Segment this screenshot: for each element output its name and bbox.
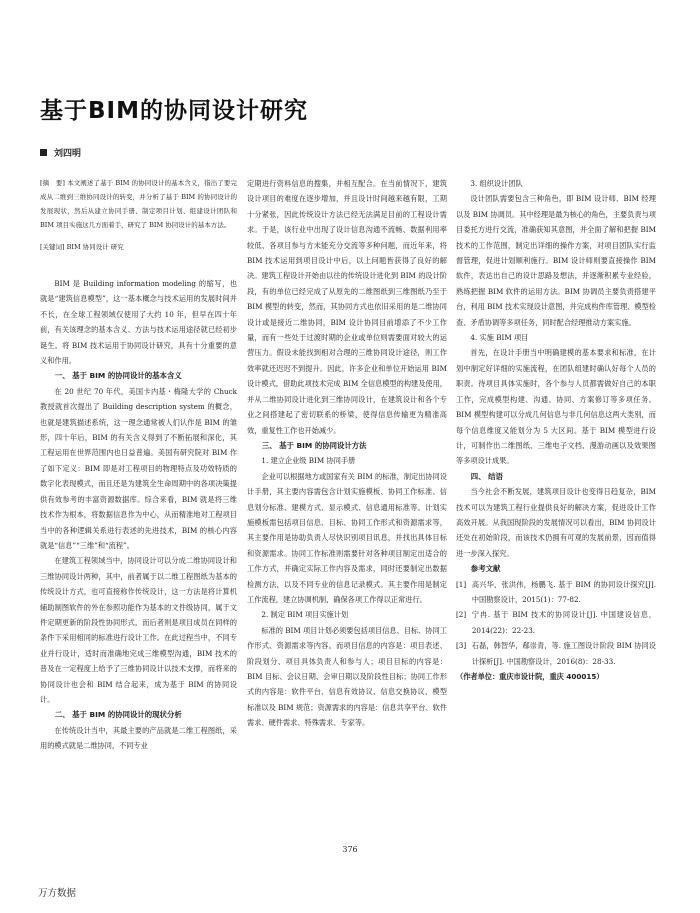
paragraph: 标准的 BIM 项目计划必须要包括项目信息、目标、协同工作形式、资源需求等内容。而项目信息的内容是：项目表述、阶段划分、项目具体负责人和参与人；项目目标的内容是：BIM 目标、会议日期、会审日期以及阶段性目标；协同工作形式的内容是：软件平台、信息有效协议、信息交换协议、模型标准以及 BIM 规范；资源需求的内容是：信息共享平台、软件需求、硬件需求、特殊需求、专家等。 <box>247 625 447 728</box>
reference-number: [2] <box>456 610 467 620</box>
subsection-heading: 3. 组织设计团队 <box>470 179 523 188</box>
section-heading-1: 一、 基于 BIM 的协同设计的基本含义 <box>54 371 182 381</box>
keywords: [关键词] BIM 协同设计 研究 <box>40 243 124 251</box>
intro-paragraph: BIM 是 Building information modeling 的缩写，也就是“建筑信息模型”，这一基本概念与技术运用的发展时间并不长，在全球工程领域仅使用了大约 10 年，但早在四十年前，有关该理念的基本含义、方法与技术运用途径就已经初步诞生。将 BIM 技术运用于协同设计研究，具有十分重要的意义和作用。 <box>40 279 237 366</box>
reference-text: 高兴华，张洪伟，杨鹏飞. 基于 BIM 的协同设计探究[J]. 中国勘察设计，2015(1)：77-82. <box>471 579 656 604</box>
author-name: 刘四明 <box>54 149 82 159</box>
paragraph: 当今社会不断发展，建筑项目设计也变得日趋复杂，BIM 技术可以为建筑工程行业提供良好的解决方案，促进设计工作高效开展。从我国现阶段的发展情况可以看出，BIM 协同设计还处在初始阶段，而该技术仍拥有可观的发展前景，因而值得进一步深入探究。 <box>456 487 656 558</box>
paragraph: 定期进行资料信息的搜集，并相互配合。在当前情况下，建筑设计项目的难度在逐步增加，并且设计时间越来越有限，工期十分紧张，因此传统设计方法已经无法满足目前的工程设计需求。于是，该行业中出现了设计信息沟通不流畅、数据利用率较低、各项目参与方未能充分交流等多种问题，而近年来，将 BIM 技术运用到项目设计中后，以上问题皆获得了良好的解决。建筑工程设计开始由以往的传统设计进化到 BIM 的设计阶段，有的单位已经完成了从原先的二维图纸到三维图纸乃至于 BIM 模型的转变，然而，其协同方式也依旧采用的是二维协同设计或是接近二维协同，BIM 设计协同目前增添了不少工作量，而有一些处于过渡时期的企业或单位则需要面对较大的运营压力。假设未能找到相对合理的三维协同设计途径，则工作效率就还迟迟不到提升。因此，许多企业和单位开始运用 BIM 设计模式，借助此项技术完成 BIM 全信息模型的构建及使用，并从二维协同设计进化到三维协同设计，在建筑设计和各个专业之间搭建起了密切联系的桥梁，使得信息传输更为精准高效，重复性工作也开始减少。 <box>247 179 447 435</box>
subsection-heading: 4. 实施 BIM 项目 <box>470 333 529 343</box>
subsection-heading: 2. 制定 BIM 项目实施计划 <box>261 610 349 620</box>
abstract: [摘 要] 本文阐述了基于 BIM 的协同设计的基本含义，指出了要完成从二维到三维协同设计的转变，并分析了基于 BIM 的协同设计的发展现状，然后从建立协同手册、制定项目计划、组建设计团队和 BIM 项目实施这几方面着手，研究了 BIM 协同设计的基本方法。 <box>40 179 237 229</box>
subsection-heading: 1. 建立企业级 BIM 协同手册 <box>261 456 356 466</box>
footer-logo: 万方数据 <box>38 888 77 899</box>
reference-text: 石磊，韩智华，郗崇青，等. 施工图设计阶段 BIM 协同设计探析[J]. 中国勘察设计，2016(8)：28-33. <box>471 641 656 666</box>
reference-text: 宁冉. 基于 BIM 技术的协同设计[J]. 中国建设信息，2014(22)：22-23. <box>471 610 656 635</box>
column-3 <box>456 176 656 684</box>
section-heading-2: 二、 基于 BIM 的协同设计的现状分析 <box>54 710 182 720</box>
section-heading-3: 三、 基于 BIM 的协同设计方法 <box>261 440 367 450</box>
reference-number: [1] <box>456 579 467 589</box>
paragraph: 首先，在设计手册当中明确建模的基本要求和标准，在计划中制定好详细的实施流程，在团队组建时确认好每个人员的职责。待项目具体实施时，各个参与人员都需做好自己的本职工作，完成模型构建、沟通、协同、方案修订等多项任务。BIM 模型构建可以分成几何信息与非几何信息这两大类别，而每个信息维度又能划分为 5 大区间。基于 BIM 模型进行设计，可制作出二维图纸、三维电子文档、漫游动画以及效果图等多项设计成果。 <box>456 348 656 466</box>
section-heading-4: 四、 结语 <box>470 471 503 481</box>
column-1 <box>40 176 237 754</box>
paragraph: 设计团队需要包含三种角色，即 BIM 设计师、BIM 经理以及 BIM 协调员。其中经理是最为核心的角色，主要负责与项目委托方进行交流，准确获知其意图，并全面了解和把握 BIM 技术的工作范围，制定出详细的操作方案，对项目团队实行监督管理，促进计划顺利施行。BIM 设计师则要直接操作 BIM 软件，表达出自己的设计思路及想法，并逐渐积累专业经验，熟练把握 BIM 软件的运用方法。BIM 协调员主要负责搭建平台，利用 BIM 技术实现设计意图，并完成构件库管理、模型检查、矛盾协调等多项任务，同时配合经理推动方案实施。 <box>456 194 656 327</box>
square-bullet-icon <box>40 149 47 156</box>
author-unit: （作者单位：重庆市设计院，重庆 400015） <box>456 672 604 681</box>
references-heading: 参考文献 <box>470 564 501 574</box>
paragraph: 在 20 世纪 70 年代，美国卡内基・梅隆大学的 Chuck 教授就首次提出了 Building description system 的概念，也就是建筑描述系统，这一理念通常被人们认作是 BIM 的雏形，四十年后，BIM 的有关含义得到了不断拓展和深化，其工程运用在世界范围内也日益普遍。美国有研究院对 BIM 作了如下定义：BIM 即是对工程项目的物理特点及功效特质的数字化表现模式，而且还是为建筑全生命周期中的各项决策提供有效参考的丰富资源数据库。综合来看，BIM 就是将三维技术作为根本，将数据信息作为中心，从而精准地对工程项目当中的各种逻辑关系进行表述的先进技术，BIM 的核心内容就是“信息”“三维”和“流程”。 <box>40 386 237 550</box>
article-title: 基于BIM的协同设计研究 <box>40 98 308 124</box>
reference-item <box>456 577 656 608</box>
paragraph: 企业可以根据地方或国家有关 BIM 的标准，制定出协同设计手册，其主要内容需包含计划实施模板、协同工作标准、信息划分标准、建模方式、显示模式、信息通用标准等。计划实施模板需包括项目信息、目标、协同工作形式和资源需求等，其主要作用是协助负责人尽快识别项目讯息，并找出具体目标和资源需求。协同工作标准则需要针对各种项目制定出适合的工作方式，并确定实际工作内容及需求，同时还要制定出数据检测方法，以及不同专业的信息记录模式。其主要作用是制定工作流程，建立协调机制，确保各项工作得以正常进行。 <box>247 471 447 604</box>
paragraph: 在传统设计当中，其最主要的产品就是二维工程图纸，采用的模式就是二维协同，不同专业 <box>40 725 237 751</box>
reference-item <box>456 638 656 669</box>
reference-number: [3] <box>456 641 467 651</box>
paragraph: 在建筑工程领域当中，协同设计可以分成二维协同设计和三维协同设计两种，其中，前者属于以二维工程图纸为基本的传统设计方式，也可直接称作传统设计，这一方法是将计算机辅助制图软件的外在参照功能作为基本的文件级协同，属于文件定期更新的阶段性协同形式，而后者则是项目成员在同样的条件下采用相同的标准进行设计工作。在此过程当中，不同专业并行设计，适时而准确地完成三维模型沟通，BIM 技术的普及在一定程度上给予了三维协同设计以技术支撑，而将来的协同设计也会和 BIM 结合起来，成为基于 BIM 的协同设计。 <box>40 556 237 704</box>
reference-item <box>456 607 656 638</box>
page-number: 376 <box>342 845 358 854</box>
author-line <box>40 146 81 159</box>
column-2 <box>247 176 447 731</box>
